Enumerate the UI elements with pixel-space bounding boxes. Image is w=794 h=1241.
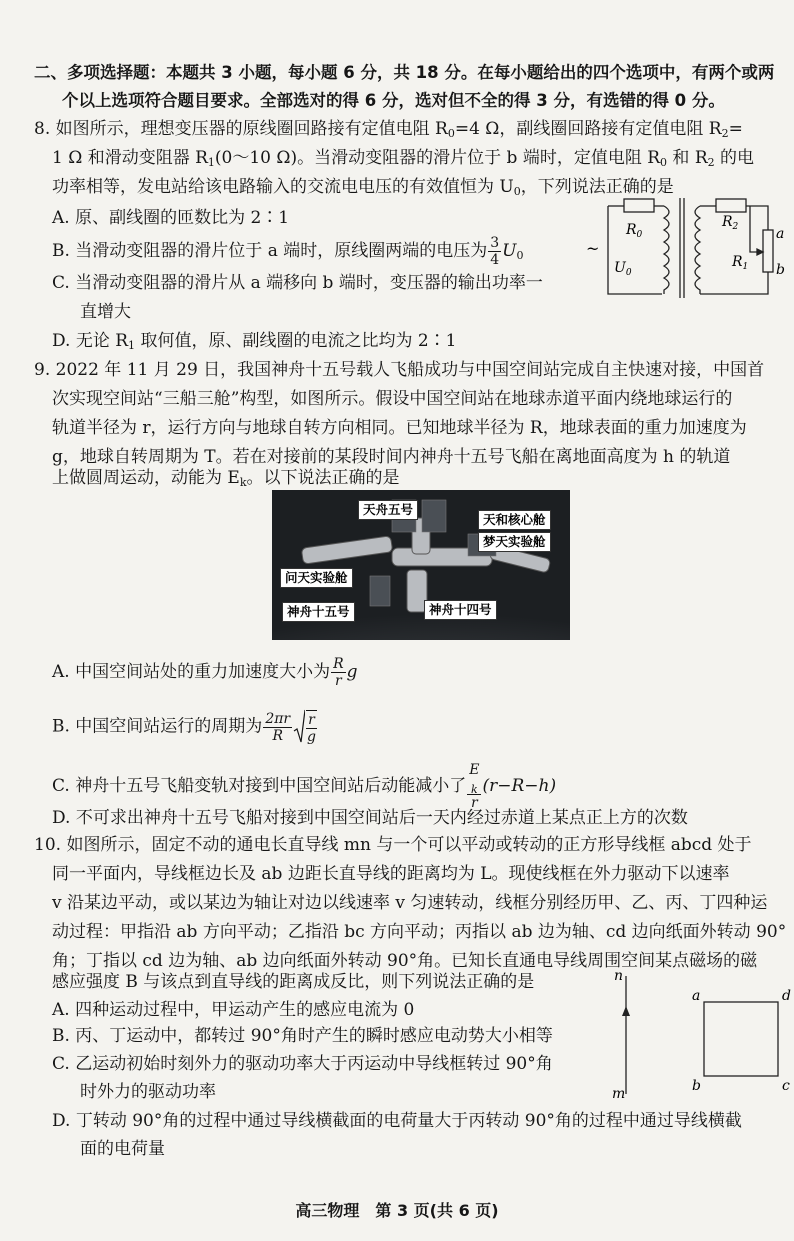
- q10-option-b[interactable]: B. 丙、丁运动中，都转过 90°角时产生的瞬时感应电动势大小相等: [52, 1026, 553, 1046]
- q9-stem-line2: 次实现空间站“三船三舱”构型，如图所示。假设中国空间站在地球赤道平面内绕地球运行的: [52, 389, 733, 409]
- q10-stem-line3: v 沿某边平动，或以某边为轴让对边以线速率 v 匀速转动，线框分别经历甲、乙、丙、丁四种运: [52, 893, 768, 913]
- q10-stem-line5: 角；丁指以 cd 边为轴、ab 边向纸面外转动 90°角。已知长直通电导线周围空间某点磁场的磁: [52, 951, 758, 971]
- r2-label: $R_2$: [722, 214, 739, 232]
- q8-stem-line2: 1 Ω 和滑动变阻器 $R_1(0\sim 10$ Ω)。当滑动变阻器的滑片位于 b 端时，定值电阻 $R_0$ 和 $R_2$ 的电: [52, 148, 755, 169]
- u0-label: $U_0$: [614, 260, 632, 278]
- r1-rheostat: [763, 230, 773, 272]
- secondary-coil: [695, 206, 700, 294]
- q9-option-b[interactable]: B. 中国空间站运行的周期为 $\frac{2\pi r}{R}$ $\frac{r}{g}$: [52, 710, 316, 745]
- q8-option-d[interactable]: D. 无论 $R_1$ 取何值，原、副线圈的电流之比均为 2∶1: [52, 331, 457, 352]
- label-wentian-module: 问天实验舱: [280, 568, 353, 588]
- q10-stem-line4: 动过程：甲指沿 ab 方向平动；乙指沿 bc 方向平动；丙指以 ab 边为轴、cd 边向纸面外转动 90°: [52, 922, 787, 942]
- q10-option-a[interactable]: A. 四种运动过程中，甲运动产生的感应电流为 0: [52, 1000, 415, 1020]
- terminal-a-label: a: [776, 226, 785, 242]
- q8-option-c-line2: 直增大: [80, 302, 131, 322]
- label-tianzhou5: 天舟五号: [358, 500, 418, 520]
- label-tianhe-core: 天和核心舱: [478, 510, 551, 530]
- q8-option-b[interactable]: B. 当滑动变阻器的滑片位于 a 端时，原线圈两端的电压为 $\frac{3}{4}$ $U_0$: [52, 235, 524, 268]
- q9-option-c[interactable]: C. 神舟十五号飞船变轨对接到中国空间站后动能减小了 E $_k$ r (r−R−h): [52, 762, 557, 811]
- primary-coil: [664, 206, 669, 294]
- q10-option-c-line1[interactable]: C. 乙运动初始时刻外力的驱动功率大于丙运动中导线框转过 90°角: [52, 1054, 553, 1074]
- r0-resistor: [624, 199, 654, 212]
- label-mengtian-module: 梦天实验舱: [478, 532, 551, 552]
- section-header-line2: 个以上选项符合题目要求。全部选对的得 6 分，选对但不全的得 3 分，有选错的得 0 分。: [62, 91, 725, 110]
- terminal-b-label: b: [776, 262, 785, 278]
- current-arrow-icon: [622, 1006, 630, 1016]
- q9-stem-line5: 上做圆周运动，动能为 $E_k$。以下说法正确的是: [52, 468, 400, 489]
- section-header-line1: 二、多项选择题：本题共 3 小题，每小题 6 分，共 18 分。在每小题给出的四个选项中，有两个或两: [34, 63, 775, 82]
- q10-option-c-line2: 时外力的驱动功率: [80, 1082, 216, 1102]
- q10-stem-line6: 感应强度 B 与该点到直导线的距离成反比，则下列说法正确的是: [52, 972, 535, 992]
- space-station-photo: [272, 490, 570, 640]
- wire-frame-diagram: [604, 966, 794, 1102]
- q9-stem-line3: 轨道半径为 r，运行方向与地球自转方向相同。已知地球半径为 R，地球表面的重力加速度为: [52, 418, 747, 438]
- r0-label: $R_0$: [626, 222, 643, 240]
- square-frame: [704, 1002, 778, 1076]
- q9-option-d[interactable]: D. 不可求出神舟十五号飞船对接到中国空间站后一天内经过赤道上某点正上方的次数: [52, 808, 688, 828]
- q8-option-c-line1[interactable]: C. 当滑动变阻器的滑片从 a 端移向 b 端时，变压器的输出功率一: [52, 273, 543, 293]
- label-b: b: [692, 1078, 701, 1094]
- q10-option-d-line2: 面的电荷量: [80, 1139, 165, 1159]
- transformer-circuit-diagram: [582, 190, 792, 302]
- label-c: c: [782, 1078, 790, 1094]
- label-m: m: [612, 1086, 626, 1102]
- ac-source-symbol: ~: [586, 239, 600, 258]
- label-a: a: [692, 988, 701, 1004]
- r1-label: $R_1$: [732, 254, 749, 272]
- r2-resistor: [716, 199, 746, 212]
- label-shenzhou14: 神舟十四号: [424, 600, 497, 620]
- q10-option-d-line1[interactable]: D. 丁转动 90°角的过程中通过导线横截面的电荷量大于丙转动 90°角的过程中通过导线横截: [52, 1111, 742, 1131]
- sqrt-sign-icon: [293, 709, 305, 745]
- q8-stem-line1: 8. 如图所示，理想变压器的原线圈回路接有定值电阻 $R_0=4$ Ω，副线圈回路接有定值电阻 $R_2=$: [34, 119, 743, 140]
- q10-stem-line1: 10. 如图所示，固定不动的通电长直导线 mn 与一个可以平动或转动的正方形导线框 abcd 处于: [34, 835, 752, 855]
- q9-option-a[interactable]: A. 中国空间站处的重力加速度大小为 $\frac{R}{r}$ g: [52, 656, 358, 689]
- q8-stem-line3: 功率相等，发电站给该电路输入的交流电电压的有效值恒为 $U_0$，下列说法正确的是: [52, 177, 674, 198]
- q9-stem-line4: g，地球自转周期为 T。若在对接前的某段时间内神舟十五号飞船在离地面高度为 h 的轨道: [52, 447, 731, 467]
- page-footer: 高三物理 第 3 页(共 6 页): [295, 1201, 499, 1220]
- q10-stem-line2: 同一平面内，导线框边长及 ab 边距长直导线的距离均为 L。现使线框在外力驱动下以速率: [52, 864, 730, 884]
- label-n: n: [614, 968, 624, 984]
- q8-option-a[interactable]: A. 原、副线圈的匝数比为 2∶1: [52, 208, 290, 228]
- label-d: d: [782, 988, 791, 1004]
- q9-stem-line1: 9. 2022 年 11 月 29 日，我国神舟十五号载人飞船成功与中国空间站完成自主快速对接，中国首: [34, 360, 765, 380]
- label-shenzhou15: 神舟十五号: [282, 602, 355, 622]
